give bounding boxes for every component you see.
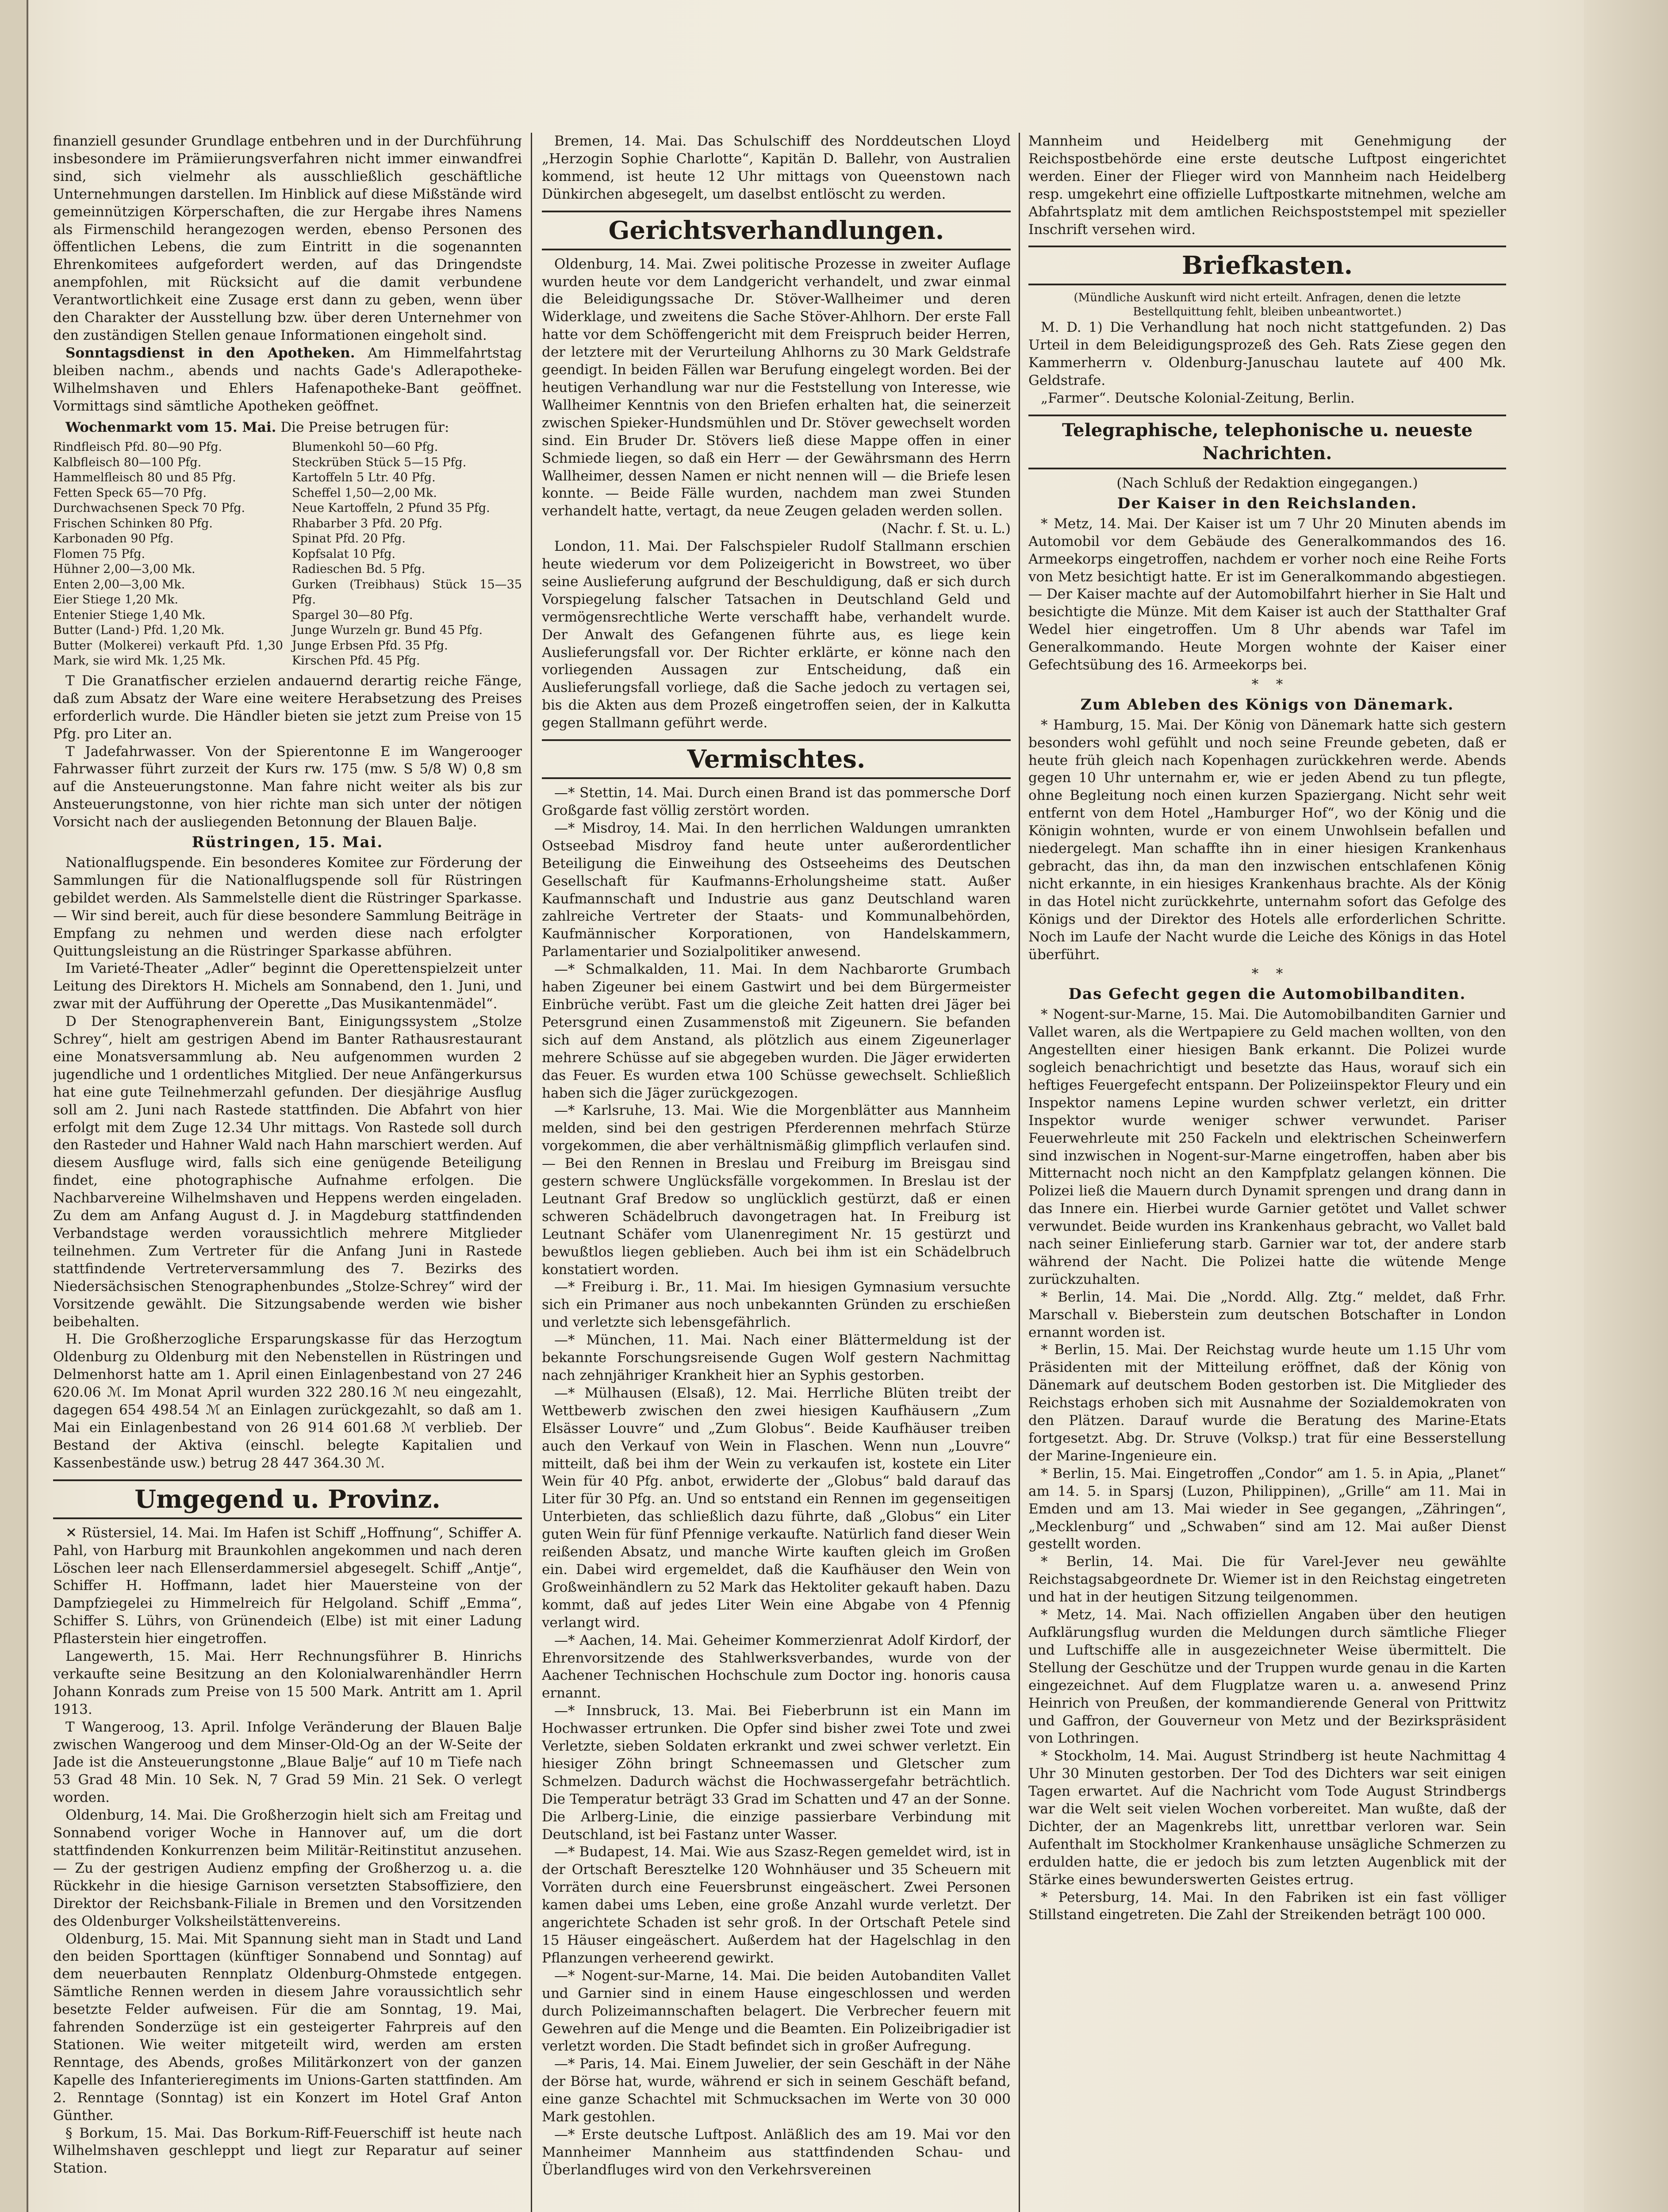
market-price-item: Eier Stiege 1,20 Mk. bbox=[53, 593, 178, 607]
market-price-item: Fetten Speck 65—70 Pfg. bbox=[53, 486, 207, 500]
article-paragraph: —* Aachen, 14. Mai. Geheimer Kommerzienrat Adolf Kirdorf, der Ehrenvorsitzende des Stahlwerksverbandes, wurde von der Aachener Technischen Hochschule zum Doctor ing. honoris causa ernannt. bbox=[542, 1632, 1011, 1701]
market-price-item: Radieschen Bd. 5 Pfg. bbox=[292, 562, 426, 576]
article-paragraph: * Hamburg, 15. Mai. Der König von Dänemark hatte sich gestern besonders wohl gefühlt und noch seine Freunde gebeten, daß er heute früh gleich nach Kopenhagen zurückkehren werde. Abends gegen 10 Uhr unternahm er, wie er jeden Abend zu tun pflegte, ohne Begleitung noch einen kurzen Spaziergang. Nicht sehr weit entfernt von dem Hotel „Hamburger Hof“, wo der König und die Königin wohnten, wurde er von einem Unwohlsein befallen und niedergelegt. Man schaffte ihn in einer hiesigen Krankenhaus gebracht, das ihn, da man den inzwischen entschlafenen König nicht erkannte, in ein hiesiges Krankenhaus brachte. Als der König in das Hotel nicht zurückkehrte, unternahm sofort das Gefolge des Königs und der Direktor des Hotels alle erforderlichen Schritte. Noch im Laufe der Nacht wurde die Leiche des Königs in das Hotel überführt. bbox=[1028, 717, 1506, 963]
column-middle bbox=[542, 133, 1011, 2212]
market-heading: Wochenmarkt vom 15. Mai. Die Preise betrugen für: bbox=[65, 419, 449, 435]
market-list-left bbox=[53, 440, 283, 669]
article-paragraph: —* Stettin, 14. Mai. Durch einen Brand ist das pommersche Dorf Großgarde fast völlig zerstört worden. bbox=[542, 785, 1011, 818]
article-paragraph: * Berlin, 15. Mai. Eingetroffen „Condor“ am 1. 5. in Apia, „Planet“ am 14. 5. in Sparsj (Luzon, Philippinen), „Grille“ am 11. Mai in Emden und am 13. Mai wieder in See gegangen, „Zähringen“, „Mecklenburg“ und „Schwaben“ sind am 12. Mai außer Dienst gestellt worden. bbox=[1028, 1465, 1506, 1552]
dateline: Rüstringen, 15. Mai. bbox=[192, 833, 383, 852]
article-paragraph: —* Erste deutsche Luftpost. Anläßlich des am 19. Mai vor den Mannheimer Mannheim aus stattfindenden Schau- und Überlandfluges wird von den Verkehrsvereinen bbox=[542, 2126, 1011, 2178]
article-paragraph: Sonntagsdienst in den Apotheken. Am Himmelfahrtstag bleiben nachm., abends und nachts Gade's Adlerapotheke-Wilhelmshaven und Ehlers Hafenapotheke-Bant geöffnet. Vormittags sind sämtliche Apotheken geöffnet. bbox=[53, 345, 522, 414]
article-paragraph: Oldenburg, 15. Mai. Mit Spannung sieht man in Stadt und Land den beiden Sporttagen (künftiger Sonnabend und Sonntag) auf dem neuerbauten Rennplatz Oldenburg-Ohmstede entgegen. Sämtliche Rennen werden in diesem Jahre voraussichtlich sehr besetzte Felder aufweisen. Für die am Sonntag, 19. Mai, fahrenden Sonderzüge ist ein gesteigerter Fahrpreis auf den Stationen. Wie weiter mitgeteilt wird, werden am ersten Renntage, des Abends, großes Militärkonzert von der ganzen Kapelle des Infanterieregiments im Unions-Garten stattfinden. Am 2. Renntage (Sonntag) ist ein Konzert im Hotel Graf Anton Günther. bbox=[53, 1931, 522, 2124]
market-price-item: Butter (Land-) Pfd. 1,20 Mk. bbox=[53, 623, 225, 637]
article-paragraph: * Petersburg, 14. Mai. In den Fabriken ist ein fast völliger Stillstand eingetreten. Die Zahl der Streikenden beträgt 100 000. bbox=[1028, 1889, 1506, 1923]
previous-page-edge bbox=[0, 0, 28, 2212]
market-price-item: Flomen 75 Pfg. bbox=[53, 547, 146, 561]
market-price-item: Kopfsalat 10 Pfg. bbox=[292, 547, 396, 561]
column-rule bbox=[1019, 133, 1020, 2212]
column-right bbox=[1028, 133, 1506, 2212]
market-price-item: Blumenkohl 50—60 Pfg. bbox=[292, 440, 438, 454]
article-paragraph: * Berlin, 14. Mai. Die „Nordd. Allg. Ztg.“ meldet, daß Frhr. Marschall v. Bieberstein zum deutschen Botschafter in London ernannt worden ist. bbox=[1028, 1289, 1506, 1340]
article-paragraph: Im Varieté-Theater „Adler“ beginnt die Operettenspielzeit unter Leitung des Direktors H. Michels am Sonnabend, den 1. Juni, und zwar mit der Aufführung der Operette „Das Musikantenmädel“. bbox=[53, 960, 522, 1012]
page-margin-right bbox=[1584, 0, 1668, 2212]
article-paragraph: Mannheim und Heidelberg mit Genehmigung der Reichspostbehörde eine erste deutsche Luftpost eingerichtet werden. Einer der Flieger wird von Mannheim nach Heidelberg resp. umgekehrt eine offizielle Luftpostkarte mitnehmen, welche am Abfahrtsplatz mit dem amtlichen Reichspoststempel mit spezieller Inschrift versehen wird. bbox=[1028, 133, 1506, 238]
market-price-item: Enten 2,00—3,00 Mk. bbox=[53, 577, 185, 591]
article-paragraph: T Wangeroog, 13. April. Infolge Veränderung der Blauen Balje zwischen Wangeroog und dem Minser-Old-Og an der W-Seite der Jade ist die Ansteuerungstonne „Blaue Balje“ auf 10 m Tiefe nach 53 Grad 48 Min. 10 Sek. N, 7 Grad 59 Min. 21 Sek. O verlegt worden. bbox=[53, 1719, 522, 1806]
column-left bbox=[53, 133, 522, 2212]
market-price-list bbox=[53, 440, 522, 669]
market-price-item: Spinat Pfd. 20 Pfg. bbox=[292, 532, 406, 546]
editorial-note: (Nach Schluß der Redaktion eingegangen.) bbox=[1116, 475, 1418, 491]
article-paragraph: M. D. 1) Die Verhandlung hat noch nicht stattgefunden. 2) Das Urteil in dem Beleidigungsprozeß des Geh. Rats Ziese gegen den Kammerherrn v. Oldenburg-Januschau lautete auf 400 Mk. Geldstrafe. bbox=[1028, 319, 1506, 389]
market-price-item: Steckrüben Stück 5—15 Pfg. bbox=[292, 455, 467, 469]
article-paragraph: * Berlin, 15. Mai. Der Reichstag wurde heute um 1.15 Uhr vom Präsidenten mit der Mitteilung eröffnet, daß der König von Dänemark auf deutschem Boden gestorben ist. Die Mitglieder des Reichstags erhoben sich mit Ausnahme der Sozialdemokraten von den Plätzen. Darauf wurde die Beratung des Marine-Etats fortgesetzt. Abg. Dr. Struve (Volksp.) trat für eine Besserstellung der Marine-Ingenieure ein. bbox=[1028, 1342, 1506, 1464]
market-list-right bbox=[292, 440, 522, 669]
subheading: Zum Ableben des Königs von Dänemark. bbox=[1080, 695, 1454, 714]
market-price-item: Kartoffeln 5 Ltr. 40 Pfg. bbox=[292, 471, 436, 485]
article-paragraph: —* Budapest, 14. Mai. Wie aus Szasz-Regen gemeldet wird, ist in der Ortschaft Beresztelke 120 Wohnhäuser und 35 Scheuern mit Vorräten durch eine Feuersbrunst eingeäschert. Zwei Personen kamen dabei ums Leben, eine große Anzahl wurde verletzt. Der angerichtete Schaden ist sehr groß. In der Ortschaft Petele sind 15 Häuser eingeäschert. Außerdem hat der Hagelschlag in den Pflanzungen verheerend gewirkt. bbox=[542, 1844, 1011, 1966]
market-price-item: Scheffel 1,50—2,00 Mk. bbox=[292, 486, 437, 500]
market-price-item: Entenier Stiege 1,40 Mk. bbox=[53, 608, 206, 622]
article-paragraph: T Die Granatfischer erzielen andauernd derartig reiche Fänge, daß zum Absatz der Ware eine weitere Herabsetzung des Preises erforderlich wurde. Die Händler bieten sie jetzt zum Preise von 15 Pfg. pro Liter an. bbox=[53, 672, 522, 742]
market-price-item: Hühner 2,00—3,00 Mk. bbox=[53, 562, 196, 576]
article-paragraph: * Berlin, 14. Mai. Die für Varel-Jever neu gewählte Reichstagsabgeordnete Dr. Wiemer ist in den Reichstag eingetreten und hat in der heutigen Sitzung teilgenommen. bbox=[1028, 1554, 1506, 1605]
article-paragraph: finanziell gesunder Grundlage entbehren und in der Durchführung insbesondere im Prämiierungsverfahren nicht immer einwandfrei sind, sich vielmehr als ausschließlich geschäftliche Unternehmungen darstellen. Im Hinblick auf diese Mißstände wird gemeinnützigen Körperschaften, die zur Hergabe ihres Namens als Firmenschild herangezogen werden, ebenso Personen des öffentlichen Lebens, die zum Eintritt in die sogenannten Ehrenkomitees aufgefordert werden, auf das Dringendste anempfohlen, mit Rücksicht auf die damit verbundene Verantwortlichkeit eine Zusage erst dann zu geben, wenn über den Charakter der Ausstellung bzw. über deren Unternehmer von den zuständigen Stellen genaue Informationen eingeholt sind. bbox=[53, 133, 522, 343]
market-price-item: Gurken (Treibhaus) Stück 15—35 Pfg. bbox=[292, 577, 522, 607]
section-heading: Umgegend u. Provinz. bbox=[53, 1479, 522, 1519]
article-paragraph: —* Karlsruhe, 13. Mai. Wie die Morgenblätter aus Mannheim melden, sind bei den gestrigen Pferderennen mehrfach Stürze vorgekommen, die aber verhältnismäßig glimpflich verlaufen sind. — Bei den Rennen in Breslau und Freiburg im Breisgau sind gestern schwere Unglücksfälle vorgekommen. In Breslau ist der Leutnant Graf Bredow so unglücklich gestürzt, daß er einen schweren Schädelbruch davongetragen hat. In Freiburg ist Leutnant Schäfer vom Ulanenregiment Nr. 15 gestürzt und bewußtlos liegen geblieben. Auch bei ihm ist ein Schädelbruch konstatiert worden. bbox=[542, 1102, 1011, 1278]
article-paragraph: Oldenburg, 14. Mai. Die Großherzogin hielt sich am Freitag und Sonnabend voriger Woche in Hannover auf, um die dort stattfindenden Konkurrenzen beim Militär-Reitinstitut anzusehen. — Zu der gestrigen Audienz empfing der Großherzog u. a. die Rückkehr in die hiesige Garnison versetzten Stabsoffiziere, den Direktor der Reichsbank-Filiale in Bremen und den Vorsitzenden des Oldenburger Volksheilstättenvereins. bbox=[53, 1807, 522, 1929]
article-paragraph: * Nogent-sur-Marne, 15. Mai. Die Automobilbanditen Garnier und Vallet waren, als die Wertpapiere zu Geld machen wollten, von den Angestellten einer hiesigen Bank erkannt. Die Polizei wurde sogleich benachrichtigt und besetzte das Haus, worauf sich ein heftiges Feuergefecht entspann. Der Polizeiinspektor Fleury und ein Inspektor namens Lepine wurden schwer verletzt, ein dritter Inspektor wurde weniger schwer verwundet. Pariser Feuerwehrleute mit 250 Fackeln und elektrischen Scheinwerfern sind inzwischen in Nogent-sur-Marne eingetroffen, haben aber bis Mitternacht noch nicht an den Kampfplatz gelangen können. Die Polizei ließ die Mauern durch Dynamit sprengen und drang dann in das Innere ein. Hierbei wurde Garnier getötet und Vallet schwer verwundet. Beide wurden ins Krankenhaus gebracht, wo Vallet bald nach seiner Einlieferung starb. Garnier war tot, der andere starb während der Nacht. Die Polizei hatte die wütende Menge zurückzuhalten. bbox=[1028, 1006, 1506, 1287]
article-paragraph: —* Innsbruck, 13. Mai. Bei Fieberbrunn ist ein Mann im Hochwasser ertrunken. Die Opfer sind bisher zwei Tote und zwei Verletzte, sieben Soldaten erkrankt und zwei schwer verletzt. Ein hiesiger Zöhn bringt Schneemassen und Gletscher zum Schmelzen. Dadurch wächst die Hochwassergefahr beträchtlich. Die Temperatur beträgt 33 Grad im Schatten und 47 an der Sonne. Die Arlberg-Linie, die einzige passierbare Verbindung mit Deutschland, ist bei Fastanz unter Wasser. bbox=[542, 1703, 1011, 1843]
market-price-item: Spargel 30—80 Pfg. bbox=[292, 608, 413, 622]
editorial-note: (Mündliche Auskunft wird nicht erteilt. Anfragen, denen die letzte Bestellquittung fehlt, bleiben unbeantwortet.) bbox=[1074, 291, 1461, 319]
market-price-item: Butter (Molkerei) verkauft Pfd. 1,30 Mark, sie wird Mk. 1,25 Mk. bbox=[53, 638, 283, 668]
star-separator: * * bbox=[1251, 966, 1283, 982]
article-paragraph: Oldenburg, 14. Mai. Zwei politische Prozesse in zweiter Auflage wurden heute vor dem Landgericht verhandelt, und zwar einmal die Beleidigungssache Dr. Stöver-Wallheimer und deren Widerklage, und zweitens die Sache Stöver-Ahlhorn. Der erste Fall hatte vor dem Schöffengericht mit dem Freispruch beider Herren, der letztere mit der Verurteilung Ahlhorns zu 30 Mark Geldstrafe geendigt. In beiden Fällen war Berufung eingelegt worden. Bei der heutigen Verhandlung war nur die Feststellung von Interesse, wie Wallheimer Kenntnis von den Briefen erhalten hat, die seinerzeit zwischen Spieker-Hundsmühlen und Dr. Stöver gewechselt worden sind. Ein Bruder Dr. Stövers ließ diese Mappe offen in einer Schmiede liegen, so daß ein Herr — der Gewährsmann des Herrn Wallheimer, dessen Namen er nicht nennen will — die Briefe lesen konnte. — Beide Fälle wurden, nachdem man zwei Stunden verhandelt hatte, vertagt, da neue Zeugen geladen werden sollen. bbox=[542, 256, 1011, 519]
article-paragraph: —* Mülhausen (Elsaß), 12. Mai. Herrliche Blüten treibt der Wettbewerb zwischen den zwei hiesigen Kaufhäusern „Zum Elsässer Louvre“ und „Zum Globus“. Beide Kaufhäuser treiben auch den Verkauf von Wein in Flaschen. Wenn nun „Louvre“ mitteilt, daß bei ihm der Wein zu verkaufen ist, kostete ein Liter Wein für 40 Pfg. anbot, erwiderte der „Globus“ bald darauf das Liter für 30 Pfg. an. Und so entstand ein Rennen im gegenseitigen Unterbieten, das schließlich dazu führte, daß „Globus“ ein Liter guten Wein für fünf Pfennige verkaufte. Natürlich fand dieser Wein reißenden Absatz, und manche Wirte kauften gleich im Großen ein. Dabei wird ergemeldet, daß die Kaufhäuser den Wein von Großweinhändlern zu 52 Mark das Hektoliter gekauft haben. Dazu kommt, daß auf jedes Liter Wein eine Abgabe von 4 Pfennig verlangt wird. bbox=[542, 1385, 1011, 1631]
market-price-item: Karbonaden 90 Pfg. bbox=[53, 532, 174, 546]
section-heading: Gerichtsverhandlungen. bbox=[542, 211, 1011, 250]
market-price-item: Neue Kartoffeln, 2 Pfund 35 Pfg. bbox=[292, 501, 490, 515]
article-paragraph: —* Schmalkalden, 11. Mai. In dem Nachbarorte Grumbach haben Zigeuner bei einem Gastwirt und bei dem Bürgermeister Einbrüche verübt. Fast um die gleiche Zeit hatten drei Jäger bei Petersgrund einen Zusammenstoß mit Zigeunern. Sie befanden sich auf dem Anstand, als plötzlich aus einem Zigeunerlager mehrere Schüsse auf sie abgegeben wurden. Die Jäger erwiderten das Feuer. Es wurden etwa 100 Schüsse gewechselt. Schließlich haben sich die Jäger zurückgezogen. bbox=[542, 961, 1011, 1101]
column-rule bbox=[531, 133, 532, 2212]
article-paragraph: „Farmer“. Deutsche Kolonial-Zeitung, Berlin. bbox=[1041, 390, 1355, 407]
market-price-item: Junge Erbsen Pfd. 35 Pfg. bbox=[292, 638, 448, 653]
market-price-item: Frischen Schinken 80 Pfg. bbox=[53, 516, 213, 530]
article-paragraph: London, 11. Mai. Der Falschspieler Rudolf Stallmann erschien heute wiederum vor dem Polizeigericht in Bowstreet, wo über seine Auslieferung aufgrund der Beschuldigung, daß er sich durch Vorspiegelung falscher Tatsachen in Deutschland Geld und vermögensrechtliche Werte verschafft habe, verhandelt wurde. Der Anwalt des Gefangenen führte aus, es liege kein Auslieferungsfall vor. Der Richter erklärte, er könne nach den vorliegenden Aussagen zur Entscheidung, daß ein Auslieferungsfall vorliege, daß die Sache jedoch zu vertagen sei, bis die Akten aus dem Prozeß eingetroffen seien, der in Kalkutta gegen Stallmann geführt werde. bbox=[542, 538, 1011, 731]
market-price-item: Hammelfleisch 80 und 85 Pfg. bbox=[53, 471, 236, 485]
market-price-item: Kalbfleisch 80—100 Pfg. bbox=[53, 455, 202, 469]
article-paragraph: Bremen, 14. Mai. Das Schulschiff des Norddeutschen Lloyd „Herzogin Sophie Charlotte“, Kapitän D. Ballehr, von Australien kommend, ist heute 12 Uhr mittags von Queenstown nach Dünkirchen abgesegelt, um daselbst entlöscht zu werden. bbox=[542, 133, 1011, 202]
star-separator: * * bbox=[1251, 676, 1283, 692]
article-paragraph: ✕ Rüstersiel, 14. Mai. Im Hafen ist Schiff „Hoffnung“, Schiffer A. Pahl, von Harburg mit Braunkohlen angekommen und nach deren Löschen leer nach Ellenserdammersiel abgesegelt. Schiff „Antje“, Schiffer H. Hoffmann, ladet hier Mauersteine von der Dampfziegelei zu Himmelreich für Helgoland. Schiff „Emma“, Schiffer S. Lührs, von Grünendeich (Elbe) ist mit einer Ladung Pflasterstein hier eingetroffen. bbox=[53, 1525, 522, 1647]
article-paragraph: Nationalflugspende. Ein besonderes Komitee zur Förderung der Sammlungen für die Nationalflugspende soll für Rüstringen gebildet werden. Als Sammelstelle dient die Rüstringer Sparkasse. — Wir sind bereit, auch für diese besondere Sammlung Beiträge in Empfang zu nehmen und werden diese nach erfolgter Quittungsleistung an die Rüstringer Sparkasse abführen. bbox=[53, 854, 522, 959]
article-paragraph: D Der Stenographenverein Bant, Einigungssystem „Stolze Schrey“, hielt am gestrigen Abend im Banter Rathausrestaurant eine Monatsversammlung ab. Neu aufgenommen wurden 2 jugendliche und 1 ordentliches Mitglied. Der neue Anfängerkursus hat eine gute Teilnehmerzahl gefunden. Der diesjährige Ausflug soll am 2. Juni nach Rastede stattfinden. Die Abfahrt von hier erfolgt mit dem Zuge 12.34 Uhr mittags. Von Rastede soll durch den Rasteder und Hahner Wald nach Hahn marschiert werden. Auf diesem Ausfluge wird, falls sich eine genügende Beteiligung findet, eine photographische Aufnahme erfolgen. Die Nachbarvereine Wilhelmshaven und Heppens werden eingeladen. Zu dem am Anfang August d. J. in Magdeburg stattfindenden Verbandstage werden voraussichtlich mehrere Mitglieder teilnehmen. Zum Vertreter für die Anfang Juni in Rastede stattfindende Vertreterversammlung des 7. Bezirks des Niedersächsischen Stenographenbundes „Stolze-Schrey“ wird der Vorsitzende gewählt. Die Sitzungsabende werden wie bisher beibehalten. bbox=[53, 1014, 522, 1330]
article-paragraph: * Metz, 14. Mai. Der Kaiser ist um 7 Uhr 20 Minuten abends im Automobil vor dem Gebäude des Generalkommandos des 16. Armeekorps eingetroffen, nachdem er vorher noch eine Reihe Forts von Metz besichtigt hatte. Er ist im Generalkommando abgestiegen. — Der Kaiser machte auf der Automobilfahrt hierher in Sie Halt und besichtigte die Münze. Mit dem Kaiser ist auch der Statthalter Graf Wedel hier eingetroffen. Um 8 Uhr abends war Tafel im Generalkommando. Heute Morgen wohnte der Kaiser einer Gefechtsübung des 16. Armeekorps bei. bbox=[1028, 515, 1506, 673]
article-paragraph: —* Paris, 14. Mai. Einem Juwelier, der sein Geschäft in der Nähe der Börse hat, wurde, während er sich in seinem Geschäft befand, eine ganze Schachtel mit Schmucksachen im Werte von 30 000 Mark gestohlen. bbox=[542, 2056, 1011, 2125]
article-paragraph: Langewerth, 15. Mai. Herr Rechnungsführer B. Hinrichs verkaufte seine Besitzung an den Kolonialwarenhändler Herrn Johann Konrads zum Preise von 15 500 Mark. Antritt am 1. April 1913. bbox=[53, 1648, 522, 1717]
article-paragraph: —* Nogent-sur-Marne, 14. Mai. Die beiden Autobanditen Vallet und Garnier sind in einem Hause eingeschlossen und werden durch Polizeimannschaften belagert. Die Verbrecher feuern mit Gewehren auf die Menge und die Beamten. Ein Polizeibrigadier ist verletzt worden. Die Stadt befindet sich in großer Aufregung. bbox=[542, 1967, 1011, 2055]
article-paragraph: —* Misdroy, 14. Mai. In den herrlichen Waldungen umrankten Ostseebad Misdroy fand heute unter außerordentlicher Beteiligung die Einweihung des Ostseeheims des Deutschen Gesellschaft für Kaufmanns-Erholungsheime statt. Außer Kaufmannschaft und Industrie aus ganz Deutschland waren zahlreiche Vertreter der Staats- und Kommunalbehörden, Kaufmännischer Korporationen, von Handelskammern, Parlamentarier und Sozialpolitiker anwesend. bbox=[542, 820, 1011, 960]
market-price-item: Kirschen Pfd. 45 Pfg. bbox=[292, 654, 420, 668]
market-price-item: Rhabarber 3 Pfd. 20 Pfg. bbox=[292, 516, 443, 530]
article-paragraph: —* Freiburg i. Br., 11. Mai. Im hiesigen Gymnasium versuchte sich ein Primaner aus noch unbekannten Gründen zu erschießen und verletzte sich lebensgefährlich. bbox=[542, 1279, 1011, 1331]
section-heading: Briefkasten. bbox=[1028, 246, 1506, 285]
market-price-item: Durchwachsenen Speck 70 Pfg. bbox=[53, 501, 245, 515]
subheading: Das Gefecht gegen die Automobilbanditen. bbox=[1068, 985, 1466, 1003]
article-paragraph: * Stockholm, 14. Mai. August Strindberg ist heute Nachmittag 4 Uhr 30 Minuten gestorben. Der Tod des Dichters war seit einigen Tagen erwartet. Auf die Nachricht vom Tode August Strindbergs war die Welt seit vielen Wochen vorbereitet. Man wußte, daß der Dichter, der an Magenkrebs litt, unrettbar verloren war. Sein Aufenthalt im Stockholmer Krankenhause unsägliche Schmerzen zu erdulden hatte, die er jedoch bis zum letzten Augenblick mit der Stärke eines bewunderswerten Geistes ertrug. bbox=[1028, 1748, 1506, 1888]
article-paragraph: T Jadefahrwasser. Von der Spierentonne E im Wangerooger Fahrwasser führt zurzeit der Kurs rw. 175 (mw. S 5/8 W) 0,8 sm auf die Ansteuerungstonne. Man fahre nicht weiter als bis zur Ansteuerungstonne, von hier richte man sich unter der nötigen Vorsicht nach der ausliegenden Betonnung der Blauen Balje. bbox=[53, 743, 522, 830]
section-heading: Telegraphische, telephonische u. neueste Nachrichten. bbox=[1028, 415, 1506, 469]
source-note: (Nachr. f. St. u. L.) bbox=[882, 521, 1011, 537]
article-paragraph: § Borkum, 15. Mai. Das Borkum-Riff-Feuerschiff ist heute nach Wilhelmshaven geschleppt und liegt zur Reparatur auf seiner Station. bbox=[53, 2125, 522, 2177]
article-paragraph: H. Die Großherzogliche Ersparungskasse für das Herzogtum Oldenburg zu Oldenburg mit den Nebenstellen in Rüstringen und Delmenhorst hatte am 1. April einen Einlagenbestand von 27 246 620.06 ℳ. Im Monat April wurden 322 280.16 ℳ neu eingezahlt, dagegen 654 498.54 ℳ an Einlagen zurückgezahlt, so daß am 1. Mai ein Einlagenbestand von 26 914 601.68 ℳ verblieb. Der Bestand der Aktiva (einschl. belegte Kapitalien und Kassenbestände usw.) betrug 28 447 364.30 ℳ. bbox=[53, 1331, 522, 1471]
article-lead: Sonntagsdienst in den Apotheken. bbox=[65, 345, 355, 361]
article-paragraph: * Metz, 14. Mai. Nach offiziellen Angaben über den heutigen Aufklärungsflug wurden die Meldungen durch sämtliche Flieger und Luftschiffe alle in ausgezeichneter Weise übermittelt. Die Stellung der Geschütze und der Truppen wurde genau in die Karten eingezeichnet. Auf dem Flugplatze waren u. a. anwesend Prinz Heinrich von Preußen, der kommandierende General von Prittwitz und Gaffron, der Gouverneur von Metz und der Bezirkspräsident von Lothringen. bbox=[1028, 1607, 1506, 1747]
section-heading: Vermischtes. bbox=[542, 739, 1011, 779]
market-price-item: Rindfleisch Pfd. 80—90 Pfg. bbox=[53, 440, 222, 454]
market-price-item: Junge Wurzeln gr. Bund 45 Pfg. bbox=[292, 623, 483, 637]
subheading: Der Kaiser in den Reichslanden. bbox=[1117, 494, 1418, 512]
article-paragraph: —* München, 11. Mai. Nach einer Blättermeldung ist der bekannte Forschungsreisende Gugen Wolf gestern Nachmittag nach zehnjähriger Krankheit hier an Syphis gestorben. bbox=[542, 1332, 1011, 1383]
